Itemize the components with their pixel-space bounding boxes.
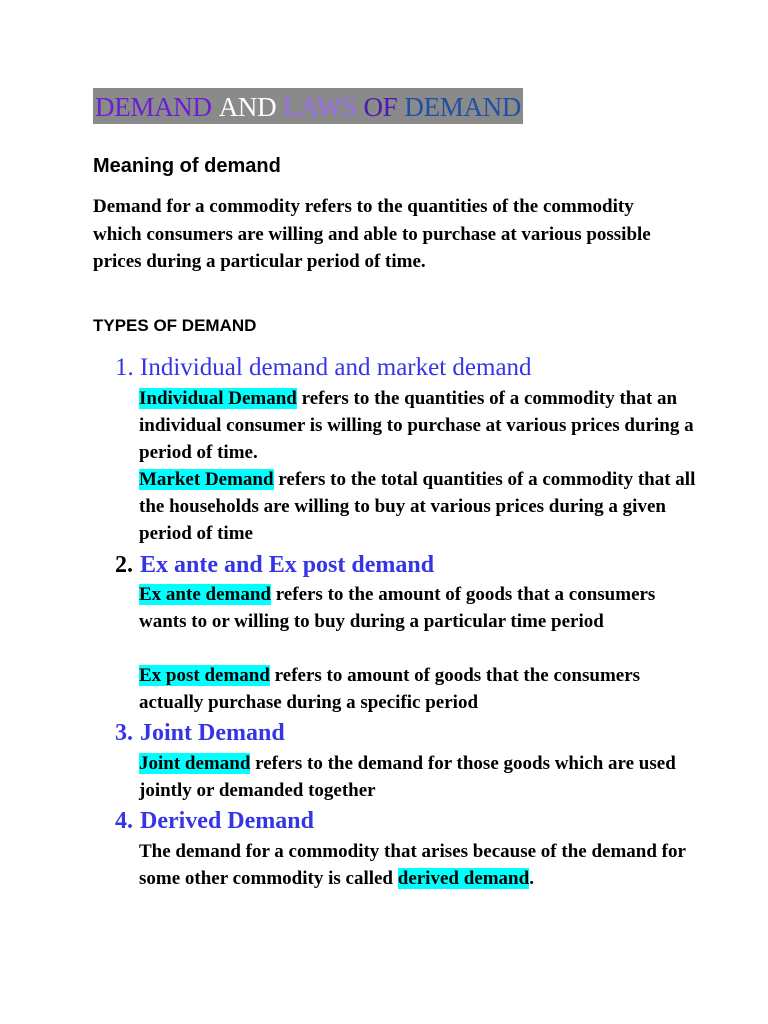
title-word: DEMAND: [95, 92, 212, 122]
highlighted-term: Individual Demand: [139, 388, 297, 409]
definition-paragraph: [139, 385, 699, 467]
definition-text: refers to the demand for those goods which are used jointly or demanded together: [139, 753, 676, 802]
list-item-heading: [115, 353, 532, 383]
definition-paragraph: [139, 581, 699, 635]
title-word: AND: [218, 92, 277, 122]
definition-paragraph: [139, 662, 699, 716]
list-item-heading: [115, 550, 434, 580]
definition-paragraph: [139, 466, 699, 548]
definition-text: refers to the amount of goods that a consumers wants to or willing to buy during a particular time period: [139, 584, 656, 633]
highlighted-term: derived demand: [397, 868, 530, 890]
definition-text: refers to amount of goods that the consumers actually purchase during a specific period: [139, 665, 641, 714]
highlighted-term: Joint demand: [139, 753, 251, 774]
types-heading: TYPES OF DEMAND: [93, 316, 257, 335]
definition-text: refers to the quantities of a commodity that an individual consumer is willing to purchase at various prices during a period of time.: [139, 388, 694, 464]
list-number: 2.: [115, 552, 133, 578]
definition-text: refers to the total quantities of a commodity that all the households are willing to buy at various prices during a given period of time: [139, 469, 696, 545]
definition-paragraph: [139, 838, 699, 892]
title-word: OF: [363, 92, 398, 122]
list-heading-text: Ex ante and Ex post demand: [140, 552, 435, 578]
list-number: 4.: [115, 808, 133, 834]
title-word: LAWS: [283, 92, 357, 122]
definition-text: The demand for a commodity that arises because of the demand for some other commodity is called: [139, 841, 686, 890]
list-item-heading: [115, 806, 314, 836]
list-number: 1.: [115, 354, 134, 381]
list-heading-text: Individual demand and market demand: [140, 354, 532, 381]
highlighted-term: Ex post demand: [139, 665, 270, 686]
list-item-heading: [115, 718, 285, 748]
meaning-heading: Meaning of demand: [93, 155, 281, 177]
list-number: 3.: [115, 720, 133, 746]
document-title: [93, 88, 523, 124]
definition-paragraph: [139, 750, 699, 804]
list-heading-text: Joint Demand: [140, 720, 285, 746]
highlighted-term: Market Demand: [139, 469, 274, 490]
definition-text: .: [529, 868, 534, 890]
title-word: DEMAND: [404, 92, 522, 122]
meaning-paragraph: Demand for a commodity refers to the quantities of the commodity which consumers are willing and able to purchase at various possible prices during a particular period of time.: [93, 196, 651, 272]
highlighted-term: Ex ante demand: [139, 584, 271, 605]
list-heading-text: Derived Demand: [140, 808, 314, 834]
